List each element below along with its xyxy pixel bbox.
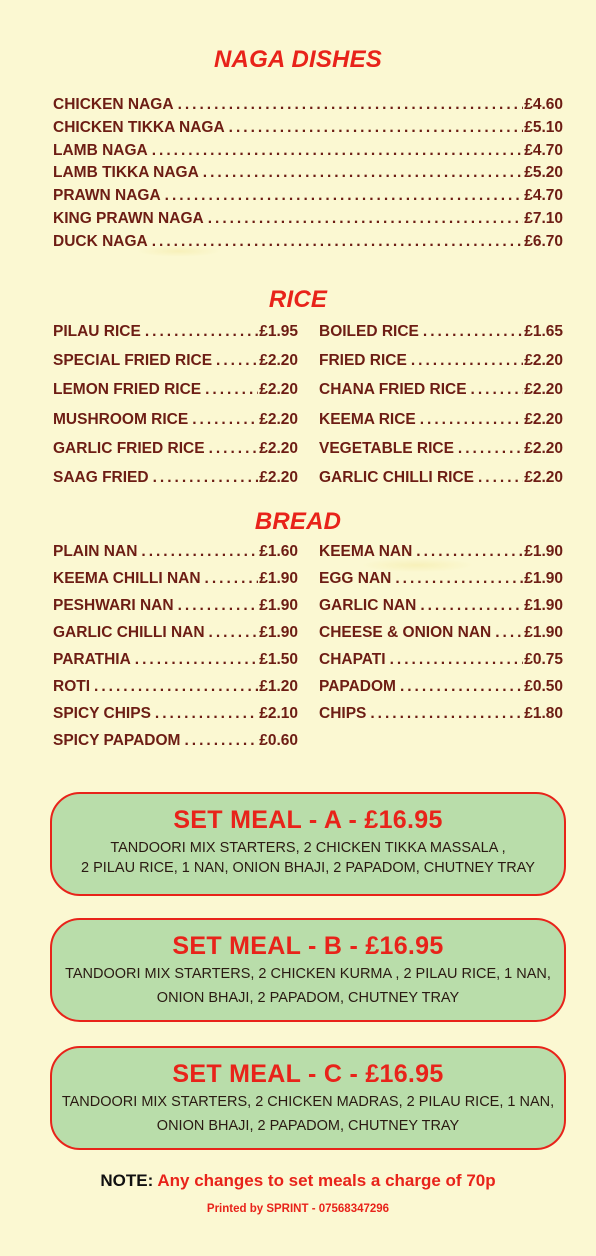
item-name: SPECIAL FRIED RICE: [53, 352, 213, 370]
menu-item: [53, 731, 298, 751]
dot-leader: [155, 704, 258, 724]
menu-item: [53, 95, 563, 115]
dot-leader: [141, 542, 258, 562]
item-price: £2.10: [259, 705, 298, 722]
dot-leader: [495, 623, 523, 643]
dot-leader: [216, 351, 258, 371]
item-name: PAPADOM: [319, 678, 396, 695]
item-price: £1.90: [524, 624, 563, 641]
item-name: KEEMA RICE: [319, 410, 416, 428]
dot-leader: [135, 650, 258, 670]
note-text: Any changes to set meals a charge of 70p: [157, 1171, 496, 1190]
note-label: NOTE:: [100, 1171, 154, 1190]
dot-leader: [152, 232, 523, 252]
item-name: PESHWARI NAN: [53, 597, 174, 614]
menu-item: [319, 322, 563, 342]
item-price: £1.65: [524, 323, 563, 340]
menu-item: [319, 542, 563, 562]
dot-leader: [192, 410, 258, 430]
set-meal-a: [50, 792, 566, 896]
menu-item: [319, 410, 563, 430]
item-name: DUCK NAGA: [53, 232, 148, 250]
dot-leader: [471, 380, 524, 400]
item-price: £1.50: [259, 651, 298, 668]
item-price: £1.90: [259, 597, 298, 614]
item-price: £1.20: [259, 678, 298, 695]
item-name: CHICKEN NAGA: [53, 96, 174, 113]
item-name: GARLIC NAN: [319, 597, 417, 614]
menu-item: [53, 322, 298, 342]
item-name: KING PRAWN NAGA: [53, 210, 204, 227]
menu-item: [53, 468, 298, 488]
dot-leader: [165, 186, 524, 206]
item-price: £1.90: [524, 597, 563, 614]
set-meal-line: TANDOORI MIX STARTERS, 2 CHICKEN MADRAS, 2 PILAU RICE, 1 NAN,: [61, 1094, 555, 1110]
item-price: £5.10: [524, 118, 563, 136]
item-price: £2.20: [524, 352, 563, 370]
item-name: KEEMA CHILLI NAN: [53, 570, 201, 587]
dot-leader: [209, 439, 259, 459]
note: [0, 1171, 596, 1191]
item-price: £2.20: [259, 381, 298, 399]
item-name: SAAG FRIED: [53, 469, 149, 486]
menu-item: [53, 141, 563, 161]
item-name: GARLIC FRIED RICE: [53, 439, 205, 457]
set-meal-line: 2 PILAU RICE, 1 NAN, ONION BHAJI, 2 PAPADOM, CHUTNEY TRAY: [81, 860, 535, 876]
dot-leader: [390, 650, 524, 670]
menu-item: [53, 209, 563, 229]
dot-leader: [94, 677, 258, 697]
item-name: MUSHROOM RICE: [53, 410, 189, 428]
item-price: £1.90: [524, 570, 563, 587]
item-name: CHANA FRIED RICE: [319, 381, 467, 399]
dot-leader: [416, 542, 523, 562]
menu-item: [53, 439, 298, 459]
menu-item: [319, 677, 563, 697]
item-name: GARLIC CHILLI RICE: [319, 469, 474, 486]
item-price: £2.20: [259, 410, 298, 428]
dot-leader: [205, 380, 258, 400]
set-meal-line: ONION BHAJI, 2 PAPADOM, CHUTNEY TRAY: [156, 990, 460, 1006]
item-name: LAMB TIKKA NAGA: [53, 164, 199, 182]
item-price: £4.70: [524, 187, 563, 205]
item-name: CHAPATI: [319, 651, 386, 668]
item-price: £0.50: [524, 678, 563, 695]
section-title-rice: RICE: [268, 286, 328, 313]
menu-item: [53, 542, 298, 562]
dot-leader: [209, 623, 259, 643]
set-meal-title: SET MEAL - B - £16.95: [172, 932, 444, 960]
set-meal-line: ONION BHAJI, 2 PAPADOM, CHUTNEY TRAY: [156, 1118, 460, 1134]
dot-leader: [145, 322, 258, 342]
section-title-bread: BREAD: [254, 508, 342, 535]
item-price: £2.20: [259, 439, 298, 457]
item-name: ROTI: [53, 678, 91, 695]
item-price: £6.70: [524, 232, 563, 250]
item-price: £1.90: [524, 543, 563, 560]
item-price: £1.95: [259, 323, 298, 340]
item-name: GARLIC CHILLI NAN: [53, 624, 205, 641]
item-name: PARATHIA: [53, 651, 131, 668]
dot-leader: [458, 439, 523, 459]
menu-item: [319, 439, 563, 459]
menu-item: [53, 650, 298, 670]
item-price: £4.70: [524, 141, 563, 159]
item-name: PRAWN NAGA: [53, 187, 161, 205]
dot-leader: [178, 95, 524, 115]
menu-item: [319, 468, 563, 488]
dot-leader: [208, 209, 524, 229]
item-price: £0.75: [524, 651, 563, 668]
item-price: £1.60: [259, 543, 298, 560]
dot-leader: [370, 704, 523, 724]
dot-leader: [420, 410, 523, 430]
dot-leader: [153, 468, 259, 488]
menu-item: [53, 351, 298, 371]
menu-item: [53, 380, 298, 400]
item-name: CHEESE & ONION NAN: [319, 624, 492, 641]
dot-leader: [411, 351, 523, 371]
item-name: LEMON FRIED RICE: [53, 381, 202, 399]
menu-item: [53, 623, 298, 643]
dot-leader: [229, 118, 524, 138]
item-name: LAMB NAGA: [53, 141, 148, 159]
item-price: £1.90: [259, 570, 298, 587]
section-title-naga: NAGA DISHES: [214, 46, 382, 73]
item-price: £5.20: [524, 164, 563, 182]
item-price: £1.80: [524, 705, 563, 722]
printed-by: Printed by SPRINT - 07568347296: [206, 1203, 390, 1215]
set-meal-c: [50, 1046, 566, 1150]
menu-item: [53, 596, 298, 616]
dot-leader: [205, 569, 259, 589]
menu-item: [53, 569, 298, 589]
dot-leader: [184, 731, 258, 751]
dot-leader: [203, 163, 523, 183]
menu-item: [53, 677, 298, 697]
dot-leader: [423, 322, 523, 342]
menu-item: [53, 163, 563, 183]
item-price: £2.20: [524, 410, 563, 428]
item-price: £2.20: [259, 469, 298, 486]
set-meal-title: SET MEAL - C - £16.95: [172, 1060, 444, 1088]
dot-leader: [400, 677, 523, 697]
set-meal-b: [50, 918, 566, 1022]
dot-leader: [478, 468, 523, 488]
item-name: PLAIN NAN: [53, 543, 138, 560]
item-price: £2.20: [524, 469, 563, 486]
dot-leader: [395, 569, 523, 589]
menu-item: [53, 410, 298, 430]
item-name: CHICKEN TIKKA NAGA: [53, 118, 225, 136]
dot-leader: [152, 141, 523, 161]
menu-item: [319, 704, 563, 724]
item-price: £7.10: [524, 210, 563, 227]
menu-item: [53, 186, 563, 206]
menu-item: [319, 380, 563, 400]
item-name: BOILED RICE: [319, 323, 419, 340]
dot-leader: [178, 596, 259, 616]
item-price: £2.20: [524, 439, 563, 457]
item-price: £0.60: [259, 732, 298, 749]
menu-item: [319, 569, 563, 589]
item-price: £4.60: [524, 96, 563, 113]
set-meal-line: TANDOORI MIX STARTERS, 2 CHICKEN KURMA , 2 PILAU RICE, 1 NAN,: [65, 966, 551, 982]
item-name: FRIED RICE: [319, 352, 407, 370]
menu-item: [319, 623, 563, 643]
menu-item: [319, 596, 563, 616]
item-price: £2.20: [259, 352, 298, 370]
item-name: KEEMA NAN: [319, 543, 413, 560]
item-name: PILAU RICE: [53, 323, 141, 340]
menu-item: [53, 232, 563, 252]
item-name: SPICY PAPADOM: [53, 732, 181, 749]
menu-item: [53, 118, 563, 138]
set-meal-line: TANDOORI MIX STARTERS, 2 CHICKEN TIKKA MASSALA ,: [110, 840, 506, 856]
menu-item: [319, 351, 563, 371]
set-meal-title: SET MEAL - A - £16.95: [173, 806, 443, 834]
menu-item: [319, 650, 563, 670]
item-name: SPICY CHIPS: [53, 705, 151, 722]
item-name: VEGETABLE RICE: [319, 439, 454, 457]
item-name: CHIPS: [319, 705, 367, 722]
menu-item: [53, 704, 298, 724]
item-name: EGG NAN: [319, 570, 392, 587]
item-price: £2.20: [524, 381, 563, 399]
dot-leader: [420, 596, 523, 616]
item-price: £1.90: [259, 624, 298, 641]
